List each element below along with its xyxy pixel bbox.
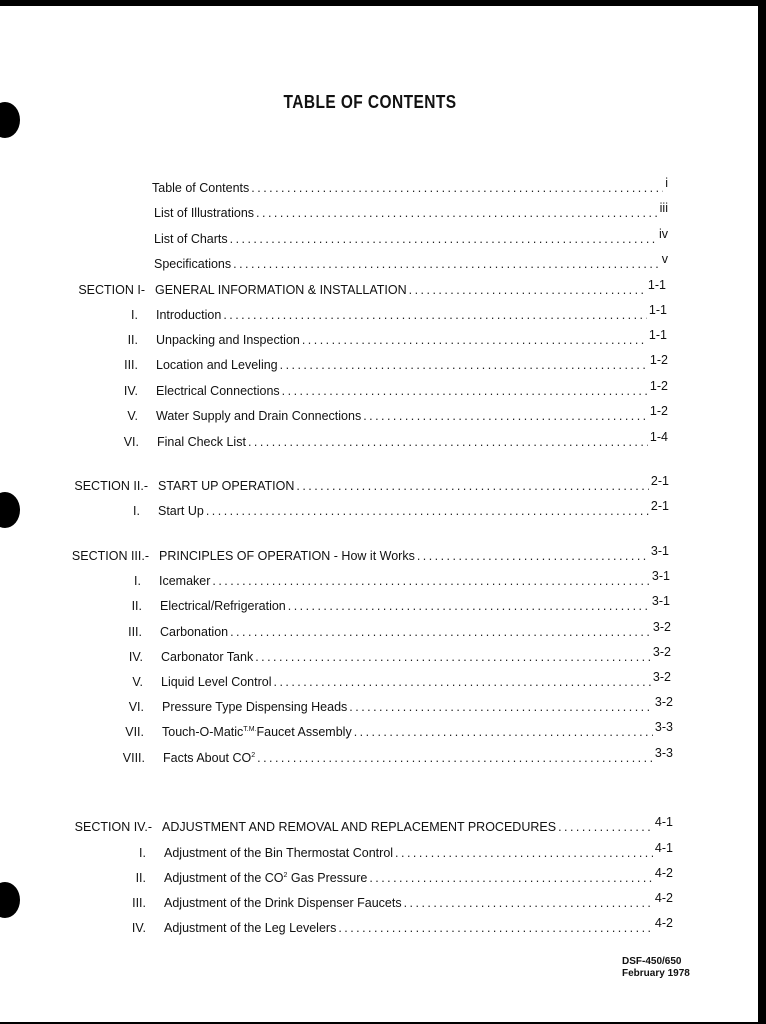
dot-leader <box>354 724 653 740</box>
item-number: I. <box>134 574 141 588</box>
dot-leader <box>417 548 649 564</box>
dot-leader <box>363 408 648 424</box>
entry-title: Adjustment of the Bin Thermostat Control <box>164 846 394 860</box>
dot-leader <box>558 819 653 835</box>
entry-title: Electrical/Refrigeration <box>160 599 286 613</box>
section-heading-row <box>78 278 666 298</box>
page-number: 4-1 <box>654 815 673 829</box>
item-number: I. <box>131 308 138 322</box>
page-title: TABLE OF CONTENTS <box>283 92 457 112</box>
page-number: 1-2 <box>649 404 668 418</box>
dot-leader <box>248 434 648 450</box>
dot-leader <box>212 573 650 589</box>
page-number: 2-1 <box>650 474 669 488</box>
entry-title: Final Check List <box>157 435 246 449</box>
page-number: 4-2 <box>654 866 673 880</box>
toc-front-row <box>154 252 668 272</box>
page-number: 1-4 <box>649 430 668 444</box>
page-number: 1-1 <box>648 328 667 342</box>
toc-item-row <box>127 328 667 348</box>
entry-title: Adjustment of the Leg Levelers <box>164 921 337 935</box>
toc-item-row <box>123 430 668 450</box>
page-number: iii <box>659 201 668 215</box>
toc-item-row <box>124 353 668 373</box>
toc-item-row <box>123 379 668 399</box>
section-label: SECTION I- <box>78 283 145 297</box>
page-number: 3-1 <box>651 569 670 583</box>
page-number: 3-2 <box>652 670 671 684</box>
entry-title: Liquid Level Control <box>161 675 272 689</box>
item-number: II. <box>135 871 146 885</box>
dot-leader <box>256 205 658 221</box>
page-number: 4-1 <box>654 841 673 855</box>
item-number: IV. <box>128 650 143 664</box>
section-label: SECTION IV.- <box>74 820 152 834</box>
page-number: iv <box>658 227 668 241</box>
page-number: 4-2 <box>654 916 673 930</box>
toc-item-row <box>127 404 668 424</box>
toc-item-row <box>125 720 673 740</box>
dot-leader <box>206 503 649 519</box>
entry-title: List of Illustrations <box>154 206 255 220</box>
item-number: III. <box>128 625 142 639</box>
toc-item-row <box>135 866 673 886</box>
item-number: II. <box>127 333 138 347</box>
dot-leader <box>230 624 651 640</box>
dot-leader <box>280 357 648 373</box>
item-number: I. <box>133 504 140 518</box>
dot-leader <box>395 845 653 861</box>
item-number: VI. <box>123 435 139 449</box>
dot-leader <box>255 649 651 665</box>
entry-title: Location and Leveling <box>156 358 278 372</box>
toc-item-row <box>128 695 673 715</box>
page-number: 3-2 <box>652 620 671 634</box>
entry-title: Electrical Connections <box>156 384 280 398</box>
entry-title: Carbonator Tank <box>161 650 254 664</box>
page-number: 1-2 <box>649 353 668 367</box>
page-number: 2-1 <box>650 499 669 513</box>
toc-item-row <box>132 670 671 690</box>
section-label: SECTION II.- <box>74 479 148 493</box>
page-number: 4-2 <box>654 891 673 905</box>
document-page <box>0 6 758 1022</box>
dot-leader <box>230 231 657 247</box>
page-number: 3-2 <box>652 645 671 659</box>
page-number: 1-1 <box>648 303 667 317</box>
page-number: i <box>665 176 668 190</box>
dot-leader <box>251 180 663 196</box>
page-number: 3-1 <box>651 594 670 608</box>
section-heading-row <box>71 544 669 564</box>
dot-leader <box>409 282 646 298</box>
entry-title: Icemaker <box>159 574 211 588</box>
page-number: 1-2 <box>649 379 668 393</box>
item-number: I. <box>139 846 146 860</box>
superscript: T.M. <box>243 725 257 733</box>
toc-item-row <box>132 891 673 911</box>
entry-title: Facts About $CO^2$ <box>163 751 256 765</box>
toc-item-row <box>128 645 671 665</box>
item-number: VI. <box>128 700 144 714</box>
toc-item-row <box>131 594 670 614</box>
entry-title: Pressure Type Dispensing Heads <box>162 700 348 714</box>
dot-leader <box>338 920 653 936</box>
toc-item-row <box>122 746 673 766</box>
dot-leader <box>369 870 653 886</box>
model-number: DSF-450/650 <box>622 956 682 967</box>
item-number: VIII. <box>122 751 145 765</box>
dot-leader <box>404 895 653 911</box>
entry-title: Carbonation <box>160 625 229 639</box>
section-title: PRINCIPLES OF OPERATION - How it Works <box>159 549 415 563</box>
dot-leader <box>257 750 653 766</box>
item-number: IV. <box>131 921 146 935</box>
entry-title: Start Up <box>158 504 204 518</box>
dot-leader <box>296 478 649 494</box>
toc-front-row <box>154 201 668 221</box>
entry-title: Water Supply and Drain Connections <box>156 409 362 423</box>
toc-item-row <box>133 499 669 519</box>
dot-leader <box>288 598 650 614</box>
superscript: 2 <box>251 751 256 759</box>
dot-leader <box>233 256 660 272</box>
entry-title: Unpacking and Inspection <box>156 333 300 347</box>
dot-leader <box>282 383 648 399</box>
binder-hole <box>0 882 20 918</box>
section-title: START UP OPERATION <box>158 479 295 493</box>
superscript: 2 <box>283 871 288 879</box>
page-number: 3-3 <box>654 720 673 734</box>
publication-date: February 1978 <box>622 968 690 979</box>
page-number: 1-1 <box>647 278 666 292</box>
section-title: GENERAL INFORMATION & INSTALLATION <box>155 283 407 297</box>
binder-hole <box>0 492 20 528</box>
entry-title: Adjustment of the Drink Dispenser Faucets <box>164 896 402 910</box>
dot-leader <box>349 699 653 715</box>
entry-title: Table of Contents <box>152 181 250 195</box>
toc-item-row <box>128 620 671 640</box>
binder-hole <box>0 102 20 138</box>
item-number: III. <box>124 358 138 372</box>
entry-title: Introduction <box>156 308 222 322</box>
toc-item-row <box>134 569 670 589</box>
section-title: ADJUSTMENT AND REMOVAL AND REPLACEMENT PROCEDURES <box>162 820 557 834</box>
section-heading-row <box>74 474 669 494</box>
page-number: 3-3 <box>654 746 673 760</box>
toc-item-row <box>131 303 667 323</box>
item-number: IV. <box>123 384 138 398</box>
toc-item-row <box>131 916 673 936</box>
entry-title: Adjustment of the $CO^2$ Gas Pressure <box>164 871 368 885</box>
toc-front-row <box>152 176 668 196</box>
item-number: VII. <box>125 725 144 739</box>
dot-leader <box>302 332 647 348</box>
item-number: V. <box>132 675 143 689</box>
entry-title: Specifications <box>154 257 232 271</box>
page-number: 3-1 <box>650 544 669 558</box>
document-footer <box>622 956 690 980</box>
item-number: V. <box>127 409 138 423</box>
item-number: III. <box>132 896 146 910</box>
dot-leader <box>274 674 651 690</box>
page-number: v <box>661 252 668 266</box>
toc-item-row <box>139 841 673 861</box>
section-heading-row <box>74 815 673 835</box>
item-number: II. <box>131 599 142 613</box>
toc-front-row <box>154 227 668 247</box>
dot-leader <box>223 307 647 323</box>
entry-title: Touch-O-Matic$^{T.M.}$Faucet Assembly <box>162 725 352 739</box>
entry-title: List of Charts <box>154 232 228 246</box>
section-label: SECTION III.- <box>71 549 149 563</box>
page-number: 3-2 <box>654 695 673 709</box>
